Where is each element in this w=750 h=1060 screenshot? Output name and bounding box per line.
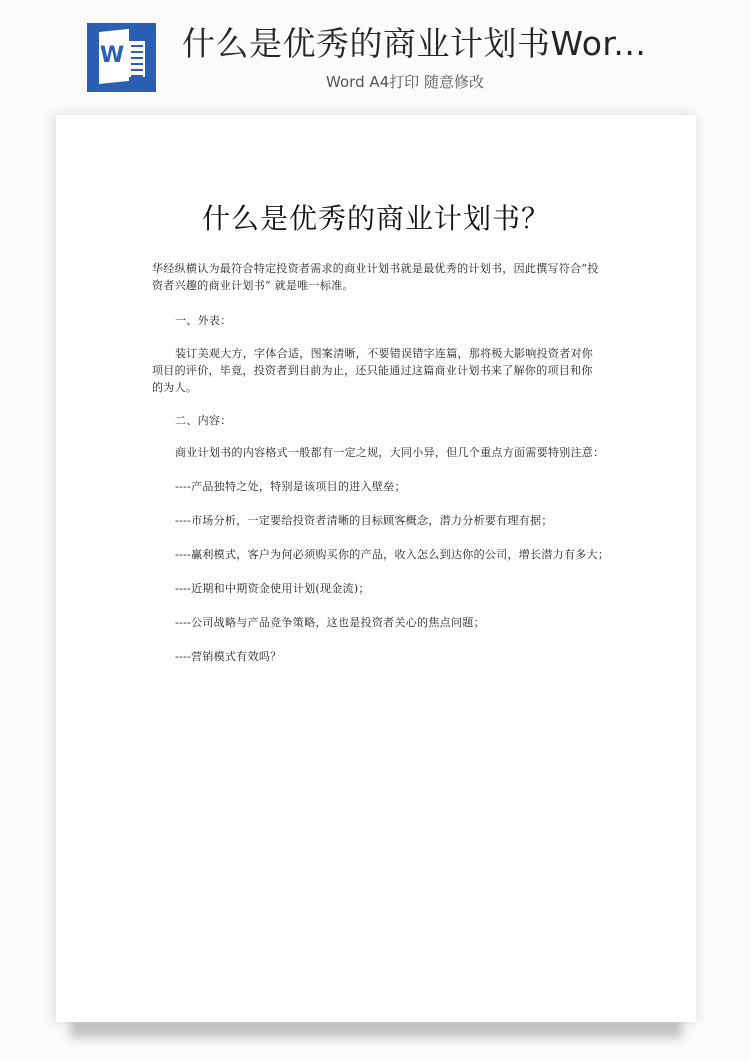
list-item: ----市场分析，一定要给投资者清晰的目标顾客概念，潜力分析要有理有据；	[175, 514, 553, 527]
list-item: ----公司战略与产品竞争策略，这也是投资者关心的焦点问题；	[175, 616, 485, 629]
list-item: ----近期和中期资金使用计划(现金流)；	[175, 582, 370, 595]
document-page	[56, 115, 696, 1022]
section-heading-appearance: 一、外表：	[175, 314, 232, 327]
content-intro: 商业计划书的内容格式一般都有一定之规，大同小异，但几个重点方面需要特别注意：	[175, 446, 605, 459]
intro-paragraph: 华经纵横认为最符合特定投资者需求的商业计划书就是最优秀的计划书，因此撰写符合“投资者兴趣的商业计划书” 就是唯一标准。	[152, 262, 599, 292]
page-shadow	[70, 1020, 682, 1038]
list-item: ----营销模式有效吗？	[175, 650, 282, 663]
section-heading-content: 二、内容：	[175, 414, 232, 427]
preview-header	[0, 0, 750, 110]
word-icon	[87, 23, 156, 92]
list-item: ----产品独特之处，特别是该项目的进入壁垒；	[175, 480, 406, 493]
list-item: ----赢利模式，客户为何必须购买你的产品，收入怎么到达你的公司，增长潜力有多大；	[175, 548, 610, 561]
word-icon-letter: W	[99, 43, 125, 68]
file-title: 什么是优秀的商业计划书Wor...	[182, 24, 647, 63]
file-subtitle: Word A4打印 随意修改	[326, 73, 484, 91]
word-icon-lines	[129, 41, 145, 77]
document-title: 什么是优秀的商业计划书？	[201, 202, 550, 235]
appearance-paragraph: 装订美观大方，字体合适，图案清晰，不要错误错字连篇，那将极大影响投资者对你项目的评价，毕竟，投资者到目前为止，还只能通过这篇商业计划书来了解你的项目和你的为人。	[152, 347, 594, 394]
